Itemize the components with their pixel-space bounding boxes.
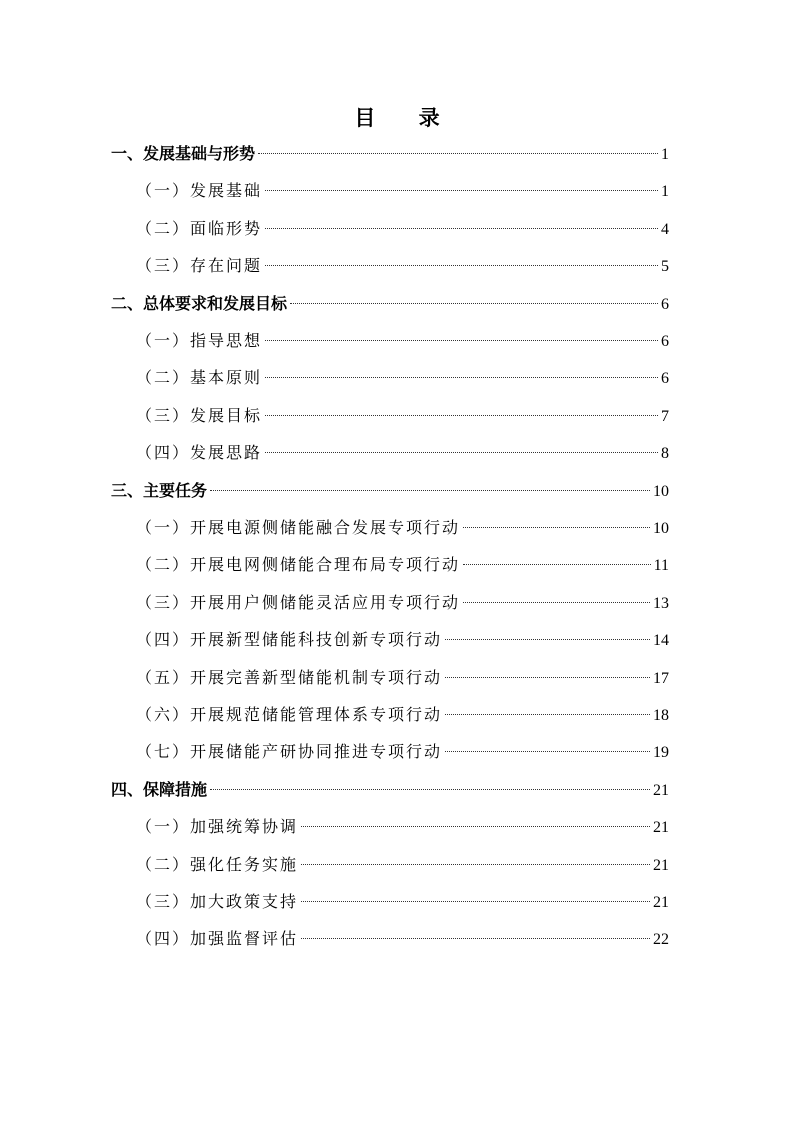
toc-subsection-entry[interactable] <box>136 737 669 767</box>
toc-page-number: 7 <box>661 407 669 425</box>
toc-entry-label: （三）存在问题 <box>136 256 263 276</box>
toc-page-number: 21 <box>653 856 669 874</box>
toc-page-number: 8 <box>661 445 669 463</box>
toc-dot-leader <box>210 490 650 491</box>
toc-subsection-entry[interactable] <box>136 924 669 954</box>
toc-subsection-entry[interactable] <box>136 176 669 206</box>
toc-dot-leader <box>301 864 650 865</box>
toc-section-entry[interactable] <box>111 289 669 319</box>
toc-subsection-entry[interactable] <box>136 214 669 244</box>
toc-section-entry[interactable] <box>111 476 669 506</box>
toc-dot-leader <box>445 639 650 640</box>
toc-subsection-entry[interactable] <box>136 251 669 281</box>
toc-subsection-entry[interactable] <box>136 550 669 580</box>
toc-page-number: 11 <box>653 557 669 575</box>
toc-page-number: 21 <box>653 894 669 911</box>
toc-dot-leader <box>463 602 650 603</box>
toc-subsection-entry[interactable] <box>136 326 669 356</box>
toc-entry-label: （四）发展思路 <box>136 443 263 463</box>
toc-dot-leader <box>463 564 651 565</box>
toc-subsection-entry[interactable] <box>136 513 669 543</box>
toc-page-number: 5 <box>661 258 669 276</box>
toc-page-number: 6 <box>661 333 669 350</box>
toc-dot-leader <box>265 228 658 229</box>
toc-subsection-entry[interactable] <box>136 625 669 655</box>
toc-dot-leader <box>301 938 650 939</box>
toc-dot-leader <box>265 415 658 416</box>
toc-page-number: 14 <box>653 632 669 650</box>
toc-page-number: 4 <box>661 220 669 238</box>
toc-page-number: 19 <box>653 744 669 762</box>
toc-page-number: 1 <box>661 146 669 163</box>
toc-dot-leader <box>301 826 650 827</box>
toc-subsection-entry[interactable] <box>136 850 669 880</box>
toc-subsection-entry[interactable] <box>136 438 669 468</box>
toc-page-number: 18 <box>653 707 669 724</box>
toc-subsection-entry[interactable] <box>136 887 669 917</box>
toc-title: 目 录 <box>354 105 458 130</box>
toc-entry-label: （一）开展电源侧储能融合发展专项行动 <box>136 518 461 537</box>
toc-subsection-entry[interactable] <box>136 663 669 693</box>
toc-entry-label: 一、发展基础与形势 <box>111 144 256 163</box>
toc-subsection-entry[interactable] <box>136 700 669 730</box>
toc-subsection-entry[interactable] <box>136 401 669 431</box>
toc-subsection-entry[interactable] <box>136 812 669 842</box>
toc-dot-leader <box>445 714 650 715</box>
toc-entry-label: 二、总体要求和发展目标 <box>111 293 288 313</box>
toc-entry-label: （七）开展储能产研协同推进专项行动 <box>136 742 443 762</box>
toc-entry-label: 四、保障措施 <box>111 779 208 799</box>
toc-entry-label: （四）加强监督评估 <box>136 929 299 949</box>
toc-entry-label: （一）加强统筹协调 <box>136 817 299 837</box>
toc-dot-leader <box>258 153 658 154</box>
toc-dot-leader <box>265 452 658 453</box>
toc-entry-label: 三、主要任务 <box>111 480 208 500</box>
toc-subsection-entry[interactable] <box>136 588 669 618</box>
toc-entry-label: （二）开展电网侧储能合理布局专项行动 <box>136 555 461 575</box>
toc-entry-label: （三）发展目标 <box>136 405 263 425</box>
toc-dot-leader <box>265 190 658 191</box>
toc-entry-label: （二）强化任务实施 <box>136 854 299 874</box>
toc-section-entry[interactable] <box>111 775 669 805</box>
toc-page-number: 6 <box>661 370 669 388</box>
toc-dot-leader <box>265 265 658 266</box>
toc-entry-label: （四）开展新型储能科技创新专项行动 <box>136 630 443 650</box>
toc-entry-label: （三）加大政策支持 <box>136 892 299 911</box>
toc-entry-label: （六）开展规范储能管理体系专项行动 <box>136 705 443 724</box>
toc-subsection-entry[interactable] <box>136 363 669 393</box>
toc-page-number: 21 <box>653 819 669 837</box>
toc-entry-label: （一）发展基础 <box>136 181 263 201</box>
toc-section-entry[interactable] <box>111 139 669 169</box>
toc-page-number: 1 <box>661 183 669 201</box>
toc-page-number: 13 <box>653 594 669 612</box>
toc-page-number: 6 <box>661 295 669 313</box>
toc-dot-leader <box>265 377 658 378</box>
toc-entry-label: （五）开展完善新型储能机制专项行动 <box>136 667 443 687</box>
toc-dot-leader <box>445 677 650 678</box>
toc-entry-label: （三）开展用户侧储能灵活应用专项行动 <box>136 592 461 612</box>
toc-dot-leader <box>290 303 658 304</box>
toc-entry-label: （一）指导思想 <box>136 331 263 350</box>
toc-page-number: 10 <box>653 520 669 537</box>
toc-dot-leader <box>210 789 650 790</box>
toc-page-number: 22 <box>653 931 669 949</box>
toc-page-number: 17 <box>653 669 669 687</box>
toc-entry-label: （二）基本原则 <box>136 368 263 388</box>
toc-dot-leader <box>445 751 650 752</box>
toc-page-number: 10 <box>653 482 669 500</box>
toc-dot-leader <box>265 340 658 341</box>
toc-dot-leader <box>463 527 650 528</box>
toc-dot-leader <box>301 901 650 902</box>
toc-page-number: 21 <box>653 781 669 799</box>
toc-entry-label: （二）面临形势 <box>136 218 263 238</box>
